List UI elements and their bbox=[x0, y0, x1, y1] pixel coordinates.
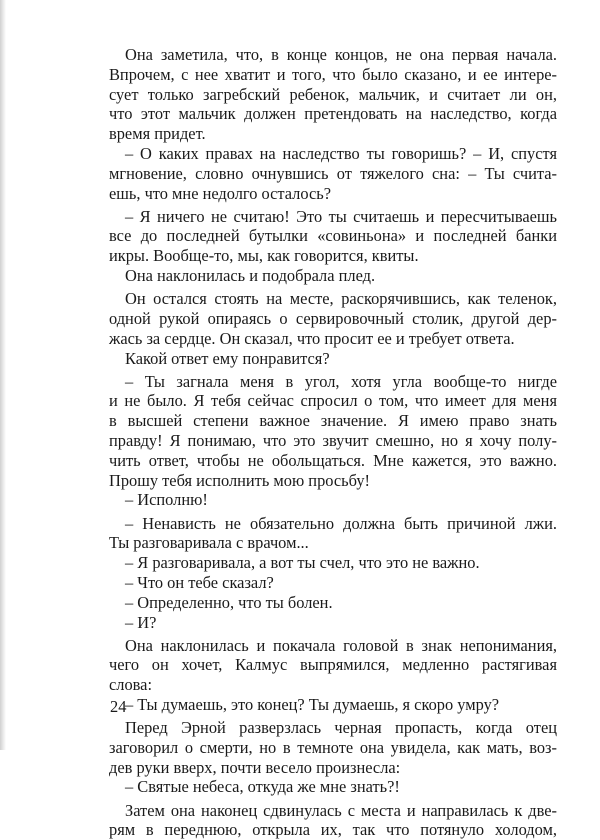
text-line: одной рукой опираясь о сервировочный столик, другой дер- bbox=[109, 308, 557, 328]
text-line: что этот мальчик должен претендовать на наследство, когда bbox=[109, 104, 557, 124]
text-line: – Исполню! bbox=[125, 490, 208, 510]
text-line: время придет. bbox=[109, 124, 206, 144]
text-line: все до последней бутылки «совиньона» и последней банки bbox=[109, 226, 557, 246]
text-line: правду! Я понимаю, что это звучит смешно, но я хочу полу- bbox=[109, 431, 557, 451]
text-line: – Ненависть не обязательно должна быть причиной лжи. bbox=[125, 513, 557, 533]
page-body-text bbox=[109, 45, 557, 840]
text-line: дев руки вверх, почти весело произнесла: bbox=[109, 757, 401, 777]
text-line: Затем она наконец сдвинулась с места и направилась к две- bbox=[125, 800, 557, 820]
text-line: заговорил о смерти, но в темноте она увидела, как мать, воз- bbox=[109, 737, 557, 757]
text-line: икры. Вообще-то, мы, как говорится, квиты. bbox=[109, 246, 419, 266]
text-line: Она наклонилась и подобрала плед. bbox=[125, 266, 376, 286]
text-line: Он остался стоять на месте, раскорячившись, как теленок, bbox=[125, 289, 557, 309]
text-line: – Ты думаешь, это конец? Ты думаешь, я скоро умру? bbox=[125, 694, 500, 714]
text-line: Ты разговаривала с врачом... bbox=[109, 533, 309, 553]
text-line: – Я ничего не считаю! Это ты считаешь и пересчитываешь bbox=[125, 206, 557, 226]
text-line: – Ты загнала меня в угол, хотя угла вообще-то нигде bbox=[125, 371, 557, 391]
page-number: 24 bbox=[110, 697, 127, 716]
text-line: мгновение, словно очнувшись от тяжелого сна: – Ты счита- bbox=[109, 163, 557, 183]
text-line: Какой ответ ему понравится? bbox=[125, 348, 330, 368]
text-line: – О каких правах на наследство ты говоришь? – И, спустя bbox=[125, 143, 557, 163]
text-line: и не было. Я тебя сейчас спросил о том, что имеет для меня bbox=[109, 391, 557, 411]
text-line: Она наклонилась и покачала головой в знак непонимания, bbox=[125, 635, 557, 655]
text-line: жась за сердце. Он сказал, что просит ее и требует ответа. bbox=[109, 328, 515, 348]
text-line: – Я разговаривала, а вот ты счел, что это не важно. bbox=[125, 553, 480, 573]
text-line: Прошу тебя исполнить мою просьбу! bbox=[109, 470, 371, 490]
text-line: рям в переднюю, открыла их, так что потянуло холодом, bbox=[109, 820, 557, 840]
text-line: сует только загребский ребенок, мальчик, и считает ли он, bbox=[109, 84, 557, 104]
text-line: чить ответ, чтобы не обольщаться. Мне кажется, это важно. bbox=[109, 450, 557, 470]
text-line: – Что он тебе сказал? bbox=[125, 572, 274, 592]
text-line: Перед Эрной разверзлась черная пропасть, когда отец bbox=[125, 718, 557, 738]
text-line: – И? bbox=[125, 612, 157, 632]
text-line: Она заметила, что, в конце концов, не она первая начала. bbox=[125, 45, 557, 64]
text-line: – Святые небеса, откуда же мне знать?! bbox=[125, 777, 400, 797]
text-line: слова: bbox=[109, 675, 153, 695]
text-line: в высшей степени важное значение. Я имею право знать bbox=[109, 411, 557, 431]
text-line: – Определенно, что ты болен. bbox=[125, 592, 333, 612]
text-line: чего он хочет, Калмус выпрямился, медленно растягивая bbox=[109, 655, 557, 675]
book-spine-shadow bbox=[0, 0, 6, 750]
text-line: ешь, что мне недолго осталось? bbox=[109, 183, 331, 203]
text-line: Впрочем, с нее хватит и того, что было сказано, и ее интере- bbox=[109, 64, 557, 84]
